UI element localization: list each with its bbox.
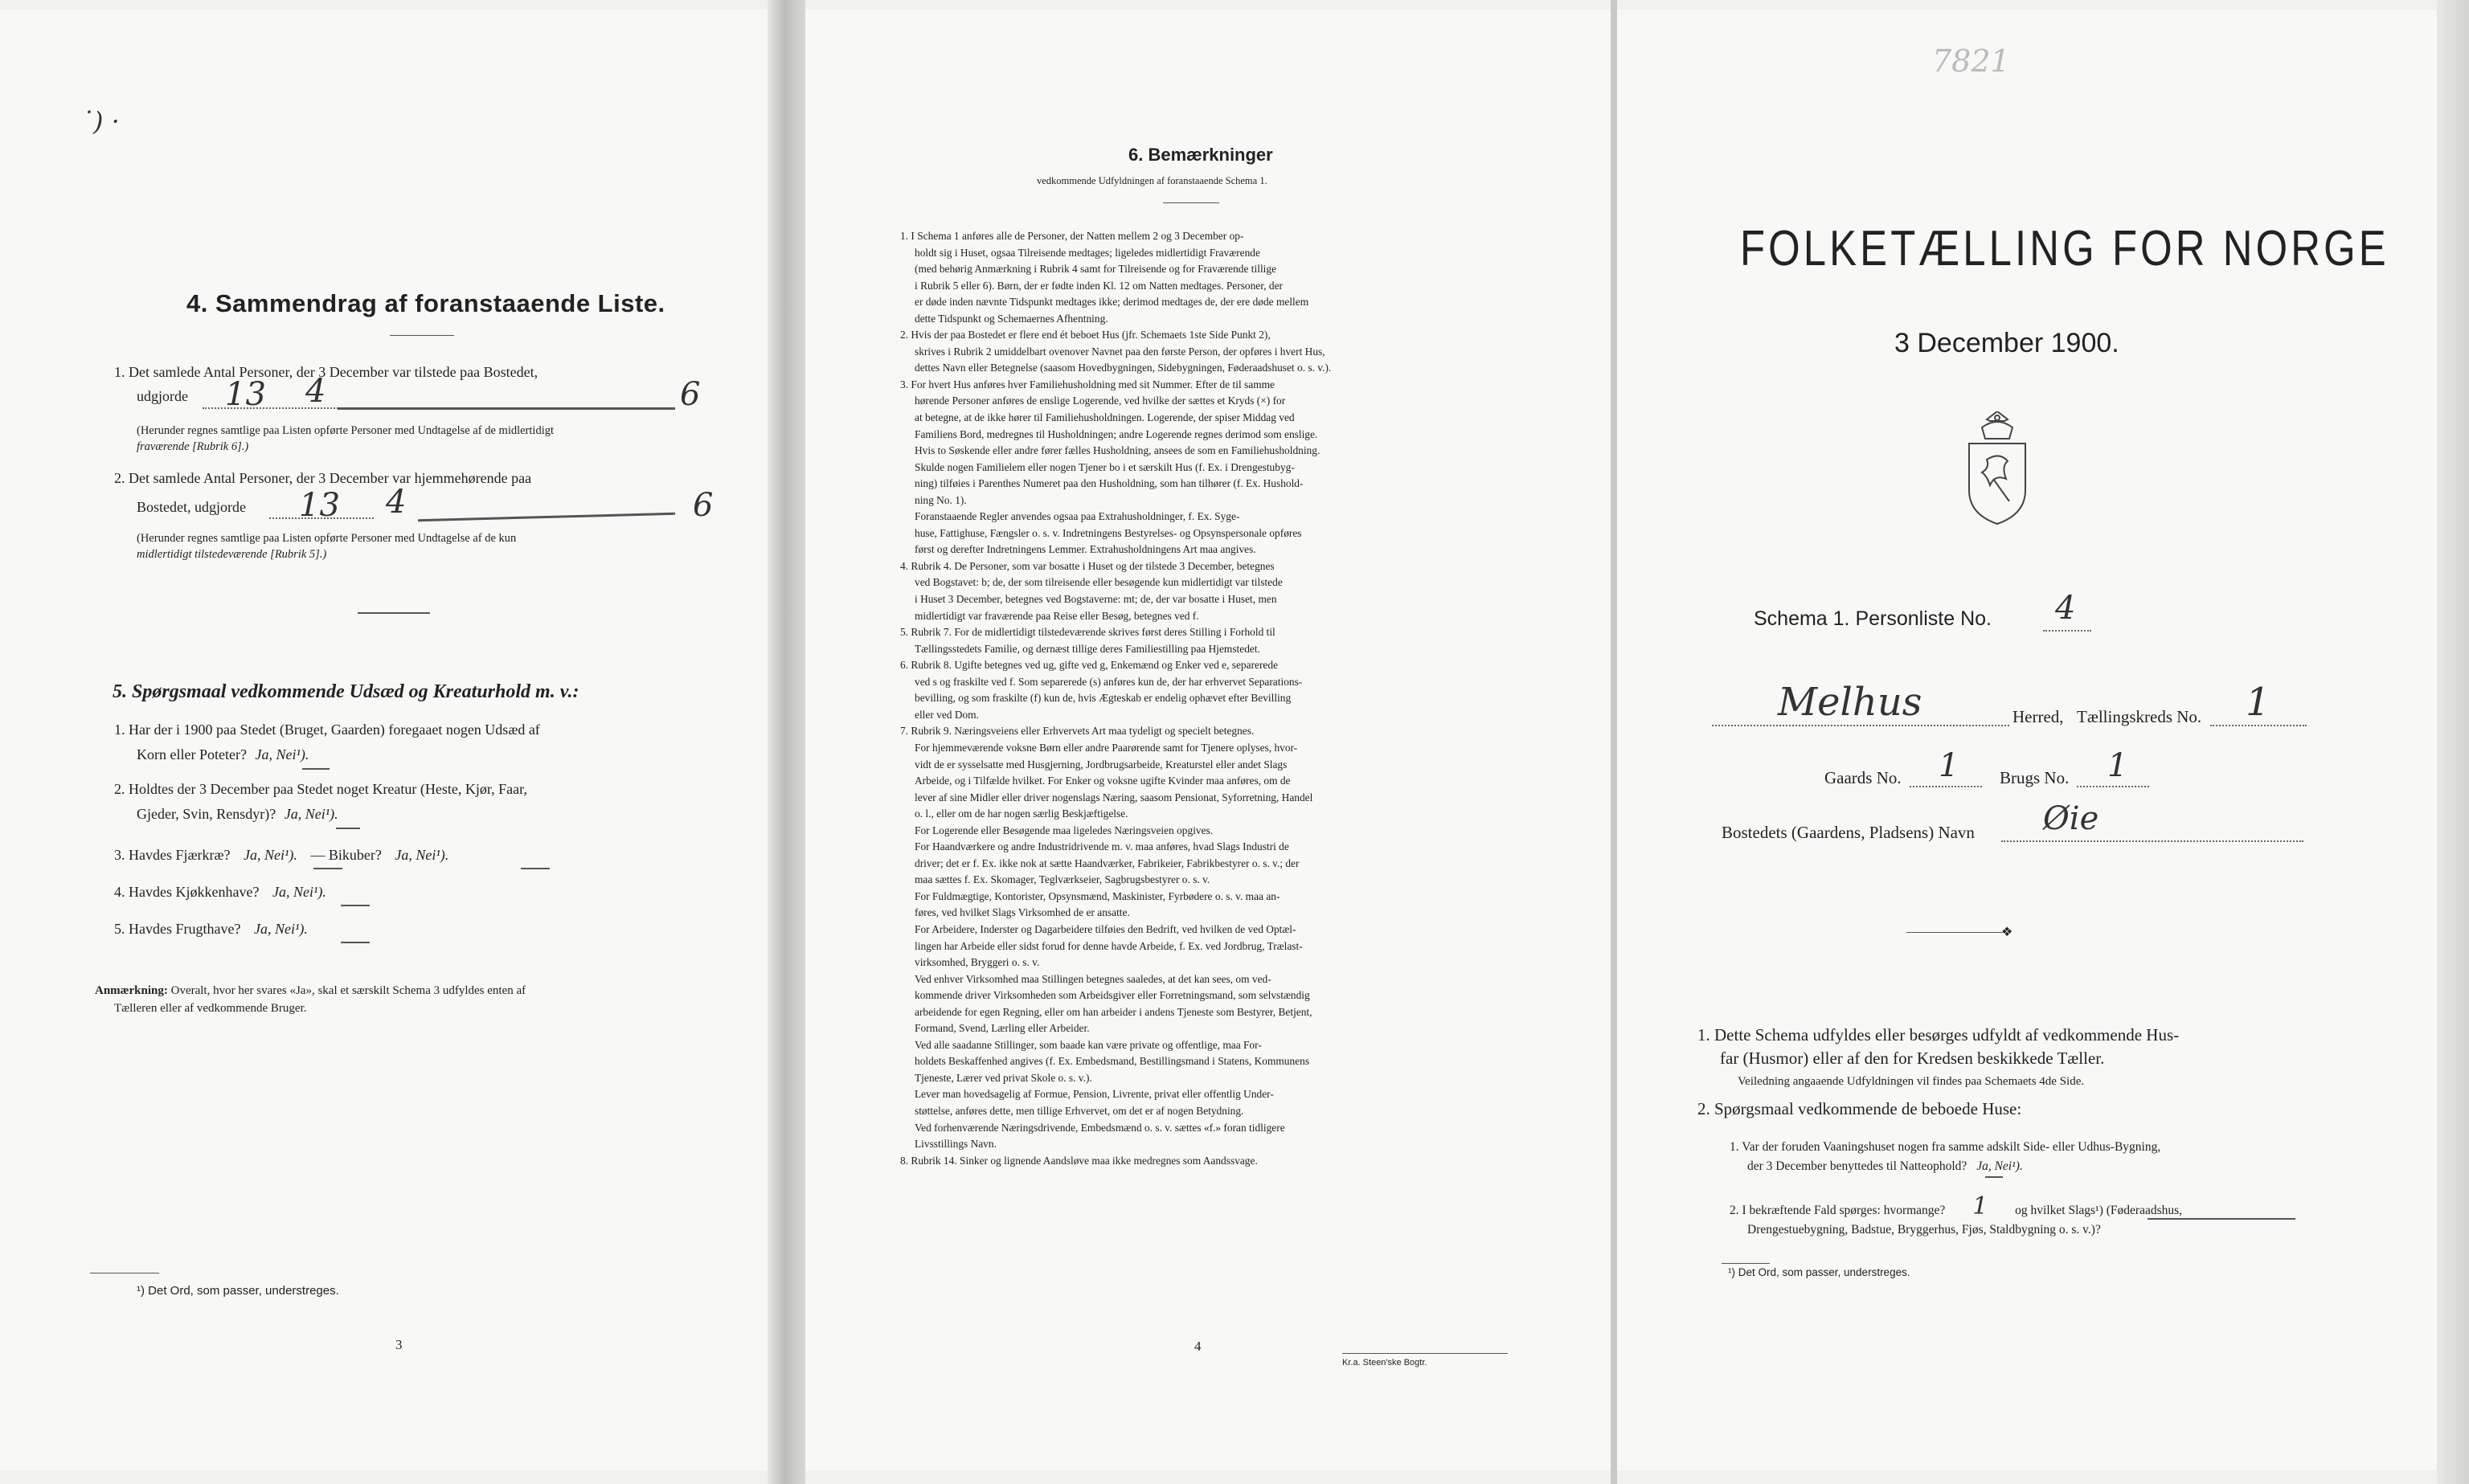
remark-line: støttelse, anføres dette, men tillige Erhvervet, om det er af nogen Betydning. bbox=[915, 1104, 1244, 1117]
section-divider bbox=[358, 612, 430, 614]
pencil-archive-number: 7821 bbox=[1932, 43, 2010, 79]
question-3 bbox=[114, 847, 448, 864]
page-4-remarks bbox=[805, 10, 1611, 1470]
schema-label: Schema 1. Personliste No. bbox=[1754, 607, 1992, 630]
house-question-1-sub: der 3 December benyttedes til Natteophold? bbox=[1747, 1159, 1967, 1173]
summary-item-2-text: 2. Det samlede Antal Personer, der 3 December var hjemmehørende paa bbox=[114, 470, 532, 486]
remark-line: 8. Rubrik 14. Sinker og lignende Aandsløve maa ikke medregnes som Aandssvage. bbox=[900, 1154, 1258, 1167]
question-3-answer: Ja, Nei¹). bbox=[243, 847, 297, 863]
question-1-answer: Ja, Nei¹). bbox=[255, 746, 309, 762]
handwritten-kreds-number: 1 bbox=[2246, 680, 2270, 725]
remark-line: (med behørig Anmærkning i Rubrik 4 samt for Tilreisende og for Fraværende tillige bbox=[915, 263, 1277, 276]
remark-line: 3. For hvert Hus anføres hver Familiehusholdning med sit Nummer. Efter de til samme bbox=[900, 378, 1275, 390]
gaards-label: Gaards No. bbox=[1824, 768, 1902, 787]
title-rule bbox=[390, 335, 454, 336]
remark-line: Arbeide, og i Tilfælde hvilket. For Enker og voksne ugifte Kvinder maa anføres, om de bbox=[915, 775, 1291, 787]
answer-underline bbox=[2148, 1218, 2295, 1220]
remark-line: midlertidigt var fraværende paa Reise eller Besøg, betegnes ved f. bbox=[915, 609, 1199, 622]
corner-pencil-marks: ˙) · bbox=[80, 106, 120, 137]
question-4-text: 4. Havdes Kjøkkenhave? bbox=[114, 884, 260, 900]
handwritten-women-present: 6 bbox=[680, 376, 701, 413]
question-5-text: 5. Havdes Frugthave? bbox=[114, 921, 241, 937]
remark-line: eller ved Dom. bbox=[915, 708, 979, 721]
house-question-2-line2: Drengestuebygning, Badstue, Bryggerhus, Fjøs, Staldbygning o. s. v.)? bbox=[1747, 1223, 2101, 1237]
herred-label: Herred, bbox=[2012, 707, 2064, 726]
remark-line: For Logerende eller Besøgende maa ligeledes Næringsveien opgives. bbox=[915, 824, 1214, 836]
remark-line: 5. Rubrik 7. For de midlertidigt tilstedeværende skrives først deres Stilling i Forhold til bbox=[900, 626, 1275, 639]
remark-line: arbeidende for egen Regning, eller om han arbeider i andens Tjeneste som Bestyrer, Betjent, bbox=[915, 1005, 1312, 1018]
remark-line: bevilling, og som fraskilte (f) kun de, hvis Ægteskab er endelig ophævet efter Bevilling bbox=[915, 692, 1292, 705]
question-2-answer: Ja, Nei¹). bbox=[284, 806, 338, 822]
remark-line: ved Bogstavet: b; de, der som tilreisende eller besøgende kun midlertidigt var tilstede bbox=[915, 576, 1283, 589]
page-number: 3 bbox=[395, 1337, 403, 1352]
question-4-answer: Ja, Nei¹). bbox=[272, 884, 326, 900]
handwritten-count-resident: 13 bbox=[299, 487, 340, 524]
remark-line: vidt de er sysselsatte med Husgjerning, Jordbrugsarbeide, Kreaturstel eller andet Slags bbox=[915, 758, 1288, 771]
note-line: (Herunder regnes samtlige paa Listen opførte Personer med Undtagelse af de midlertidigt bbox=[137, 424, 555, 437]
remark-line: skrives i Rubrik 2 umiddelbart ovenover Navnet paa den første Person, der opføres i hvert Hus, bbox=[915, 345, 1325, 358]
fill-line bbox=[1712, 725, 2009, 726]
handwritten-personliste-number: 4 bbox=[2055, 590, 2076, 627]
section-4-title: 4. Sammendrag af foranstaaende Liste. bbox=[186, 289, 665, 317]
question-2 bbox=[114, 781, 527, 823]
handwritten-gaards-number: 1 bbox=[1939, 747, 1959, 784]
question-1-sub: Korn eller Poteter? bbox=[137, 746, 247, 762]
handwritten-brugs-number: 1 bbox=[2107, 747, 2128, 784]
house-question-2-text-b: og hvilket Slags¹) (Føderaadshus, bbox=[2015, 1204, 2183, 1217]
question-1-line2 bbox=[137, 746, 540, 763]
remark-line: lingen har Arbeide eller sidst forud for denne havde Arbeide, f. Ex. ved Jordbrug, Trælast- bbox=[915, 939, 1303, 952]
remark-line: holdets Beskaffenhed angives (f. Ex. Embedsmand, Bestillingsmand i Statens, Kommunens bbox=[915, 1055, 1310, 1068]
handwritten-bosted-name: Øie bbox=[2043, 800, 2099, 837]
remark-line: ning No. 1). bbox=[915, 493, 967, 506]
printer-mark: Kr.a. Steen'ske Bogtr. bbox=[1342, 1358, 1427, 1367]
fill-line bbox=[2043, 630, 2091, 632]
remark-line: Lever man hovedsagelig af Formue, Pension, Livrente, privat eller offentlig Under- bbox=[915, 1088, 1274, 1101]
question-5 bbox=[114, 921, 308, 938]
remark-line: maa sættes f. Ex. Skomager, Teglværkseier, Sagbrugsbestyrer o. s. v. bbox=[915, 873, 1210, 886]
remark-line: Ved enhver Virksomhed maa Stillingen betegnes saaledes, at det kan sees, om ved- bbox=[915, 972, 1271, 985]
remark-line: For hjemmeværende voksne Børn eller andre Paarørende samt for Tjenere oplyses, hvor- bbox=[915, 741, 1298, 754]
fill-line bbox=[1910, 786, 1982, 787]
page-3-summary bbox=[0, 10, 768, 1470]
question-1 bbox=[114, 722, 540, 763]
remark-line: 7. Rubrik 9. Næringsveiens eller Erhvervets Art maa tydeligt og specielt betegnes. bbox=[900, 725, 1255, 738]
house-question-1-answer: Ja, Nei¹). bbox=[1976, 1159, 2023, 1173]
remark-line: o. l., eller om de har nogen særlig Beskjæftigelse. bbox=[915, 807, 1128, 820]
house-question-1 bbox=[1730, 1138, 2405, 1176]
question-3b-text: — Bikuber? bbox=[310, 847, 382, 863]
question-3-text: 3. Havdes Fjærkræ? bbox=[114, 847, 231, 863]
summary-item-1 bbox=[114, 362, 725, 383]
remark-line: 6. Rubrik 8. Ugifte betegnes ved ug, gifte ved g, Enkemænd og Enker ved e, separerede bbox=[900, 659, 1279, 672]
answer-underline bbox=[341, 942, 370, 943]
house-question-2-text: 2. I bekræftende Fald spørges: hvormange? bbox=[1730, 1204, 1946, 1217]
document-title: FOLKETÆLLING FOR NORGE bbox=[1740, 221, 2389, 276]
question-4 bbox=[114, 884, 326, 901]
section-divider bbox=[1906, 932, 2003, 933]
remark-line: driver; det er f. Ex. ikke nok at sætte Haandværker, Fabrikeier, Fabrikbestyrer o. s. v.; der bbox=[915, 856, 1300, 869]
question-1-text: 1. Har der i 1900 paa Stedet (Bruget, Gaarden) foregaaet nogen Udsæd af bbox=[114, 722, 540, 738]
remark-line: Ved forhenværende Næringsdrivende, Embedsmænd o. s. v. sættes «f.» foran tidligere bbox=[915, 1121, 1285, 1134]
remark-line: i Rubrik 5 eller 6). Børn, der er fødte inden Kl. 12 om Natten medtages. Personer, der bbox=[915, 279, 1283, 292]
instruction-1-text-2: far (Husmor) eller af den for Kredsen beskikkede Tæller. bbox=[1720, 1049, 2105, 1068]
question-2-sub: Gjeder, Svin, Rensdyr)? bbox=[137, 806, 276, 822]
remark-line: først og derefter Indretningens Lemmer. Extrahusholdningens Art maa angives. bbox=[915, 543, 1256, 556]
coat-of-arms-icon bbox=[1963, 411, 2032, 525]
handwritten-stroke bbox=[338, 407, 675, 410]
remark-line: virksomhed, Bryggeri o. s. v. bbox=[915, 956, 1040, 969]
section-5-title: 5. Spørgsmaal vedkommende Udsæd og Kreaturhold m. v.: bbox=[113, 681, 579, 702]
remark-line: kommende driver Virksomheden som Arbeidsgiver eller Forretningsmand, som selvstændig bbox=[915, 989, 1310, 1002]
census-date: 3 December 1900. bbox=[1894, 328, 2119, 358]
page-1-cover bbox=[1617, 10, 2437, 1470]
remark-line: For Arbeidere, Inderster og Dagarbeidere tilføies den Bedrift, ved hvilken de ved Optæl- bbox=[915, 922, 1296, 935]
footnote-rule bbox=[1722, 1263, 1770, 1264]
remark-line: lever af sine Midler eller driver nogenslags Næring, saasom Pensionat, Syforretning, Handel bbox=[915, 791, 1313, 803]
note-line: fraværende [Rubrik 6].) bbox=[137, 440, 249, 453]
remark-line: i Huset 3 December, betegnes ved Bogstaverne: mt; de, der var bosatte i Huset, men bbox=[915, 593, 1277, 606]
remark-line: holdt sig i Huset, ogsaa Tilreisende medtages; ligeledes midlertidigt Fraværende bbox=[915, 246, 1260, 259]
summary-item-1-text: 1. Det samlede Antal Personer, der 3 December var tilstede paa Bostedet, bbox=[114, 364, 538, 380]
remark-line: at betegne, at de ikke hører til Familiehusholdningen. Logerende, der spiser Middag ved bbox=[915, 411, 1295, 424]
house-question-1-line2 bbox=[1747, 1157, 2405, 1176]
remark-line: For Haandværkere og andre Industridrivende m. v. maa anføres, hvad Slags Industri de bbox=[915, 840, 1289, 853]
remark-line: Tælleren eller af vedkommende Bruger. bbox=[114, 1002, 307, 1015]
fill-line bbox=[2210, 725, 2307, 726]
footnote: ¹) Det Ord, som passer, understreges. bbox=[1728, 1266, 1910, 1278]
remark-line: For Fuldmægtige, Kontorister, Opsynsmænd, Maskinister, Fyrbødere o. s. v. maa an- bbox=[915, 889, 1280, 902]
remark-line: dette Tidspunkt og Schemaernes Afhentning. bbox=[915, 312, 1108, 325]
remark-line: dettes Navn eller Betegnelse (saasom Hovedbygningen, Sidebygningen, Føderaadshuset o. s. v.). bbox=[915, 362, 1332, 374]
question-2-line2 bbox=[137, 806, 527, 823]
title-rule bbox=[1163, 202, 1219, 203]
handwritten-men-resident: 4 bbox=[386, 484, 407, 521]
remark-line: hørende Personer anføres de enslige Logerende, ved hvilke der sættes et Kryds (×) for bbox=[915, 395, 1286, 407]
remark-line: føres, ved hvilket Slags Virksomhed de er ansatte. bbox=[915, 906, 1130, 919]
remark-line: Hvis to Søskende eller andre fører fælles Husholdning, ansees de som en Familiehusholdning. bbox=[915, 444, 1320, 457]
remark-line: Tjeneste, Lærer ved privat Skole o. s. v.). bbox=[915, 1071, 1092, 1084]
remark-label: Anmærkning: bbox=[95, 984, 168, 997]
house-question-2-line1 bbox=[1730, 1192, 2421, 1220]
question-2-text: 2. Holdtes der 3 December paa Stedet noget Kreatur (Heste, Kjør, Faar, bbox=[114, 781, 527, 797]
question-5-answer: Ja, Nei¹). bbox=[253, 921, 308, 937]
house-question-2 bbox=[1730, 1192, 2421, 1240]
answer-underline bbox=[1985, 1176, 2003, 1178]
question-3b-answer: Ja, Nei¹). bbox=[395, 847, 449, 863]
page-divider bbox=[1611, 0, 1617, 1484]
kreds-label: Tællingskreds No. bbox=[2077, 707, 2202, 726]
instruction-1-note: Veiledning angaaende Udfyldningen vil findes paa Schemaets 4de Side. bbox=[1738, 1075, 2085, 1088]
instruction-1-text: 1. Dette Schema udfyldes eller besørges udfyldt af vedkommende Hus- bbox=[1697, 1025, 2180, 1045]
handwritten-herred: Melhus bbox=[1778, 680, 1922, 725]
page-number: 4 bbox=[1194, 1339, 1202, 1354]
remark-line: Skulde nogen Familielem eller nogen Tjener bo i et særskilt Hus (f. Ex. i Drengestubyg- bbox=[915, 460, 1295, 473]
remark-line: 2. Hvis der paa Bostedet er flere end ét beboet Hus (jfr. Schemaets 1ste Side Punkt 2), bbox=[900, 329, 1271, 341]
handwritten-house-count: 1 bbox=[1972, 1192, 1988, 1220]
answer-underline bbox=[336, 828, 360, 829]
handwritten-count-present: 13 bbox=[225, 376, 266, 413]
summary-item-1-note bbox=[137, 423, 715, 455]
answer-underline bbox=[521, 868, 550, 869]
answer-underline bbox=[302, 768, 330, 770]
brugs-label: Brugs No. bbox=[2000, 768, 2070, 787]
handwritten-stroke bbox=[418, 513, 675, 521]
remark-line: ved s og fraskilte ved f. Som separerede (s) anføres kun de, der har erhvervet Separations- bbox=[915, 675, 1303, 688]
instruction-1 bbox=[1697, 1024, 2389, 1094]
remark-text: Overalt, hvor her svares «Ja», skal et særskilt Schema 3 udfyldes enten af bbox=[170, 984, 526, 997]
answer-underline bbox=[341, 905, 370, 906]
divider-ornament-icon: ❖ bbox=[2001, 926, 2013, 939]
note-line: (Herunder regnes samtlige paa Listen opførte Personer med Undtagelse af de kun bbox=[137, 532, 517, 545]
handwritten-men-present: 4 bbox=[305, 373, 326, 410]
remarks-title: 6. Bemærkninger bbox=[1128, 145, 1273, 165]
remark-line: 1. I Schema 1 anføres alle de Personer, der Natten mellem 2 og 3 December op- bbox=[900, 230, 1244, 242]
bosted-label: Bostedets (Gaardens, Pladsens) Navn bbox=[1722, 823, 1975, 842]
house-question-1-text: 1. Var der foruden Vaaningshuset nogen fra samme adskilt Side- eller Udhus-Bygning, bbox=[1730, 1140, 2161, 1154]
summary-item-1-label: udgjorde bbox=[137, 388, 188, 404]
instruction-2: 2. Spørgsmaal vedkommende de beboede Huse: bbox=[1697, 1099, 2022, 1118]
remark-line bbox=[95, 982, 738, 1000]
remark-line: huse, Fattighuse, Fængsler o. s. v. Indretningens Bestyrelses- og Opsynspersonale opføres bbox=[915, 526, 1302, 539]
summary-item-2-label: Bostedet, udgjorde bbox=[137, 499, 246, 515]
remark-line: er døde inden nævnte Tidspunkt medtages ikke; derimod medtages de, der ere døde mellem bbox=[915, 296, 1309, 309]
remarks-list bbox=[900, 228, 1527, 1169]
binding-gutter bbox=[768, 0, 805, 1484]
summary-item-2-note bbox=[137, 530, 715, 562]
remark-line: Ved alle saadanne Stillinger, som baade kan være private og offentlige, maa For- bbox=[915, 1038, 1262, 1051]
document-right-edge bbox=[2437, 0, 2469, 1484]
remark-block bbox=[95, 982, 738, 1017]
fill-line bbox=[2077, 786, 2149, 787]
fill-line bbox=[2001, 840, 2303, 842]
remark-line: 4. Rubrik 4. De Personer, som var bosatte i Huset og der tilstede 3 December, betegnes bbox=[900, 559, 1275, 572]
remark-line: Familiens Bord, medregnes til Husholdningen; andre Logerende regnes derimod som enslige. bbox=[915, 427, 1318, 440]
printer-rule bbox=[1342, 1353, 1508, 1354]
note-line: midlertidigt tilstedeværende [Rubrik 5].) bbox=[137, 548, 327, 561]
remark-line: Livsstillings Navn. bbox=[915, 1138, 997, 1151]
remark-line: Foranstaaende Regler anvendes ogsaa paa Extrahusholdninger, f. Ex. Syge- bbox=[915, 510, 1240, 523]
remark-line: ning) tilføies i Parenthes Numeret paa den Husholdning, som han tilhører (f. Ex. Hushold- bbox=[915, 477, 1304, 490]
handwritten-women-resident: 6 bbox=[693, 487, 714, 524]
remark-line: Formand, Svend, Lærling eller Arbeider. bbox=[915, 1022, 1090, 1035]
remark-line: Tællingsstedets Familie, og dernæst tillige deres Familiestilling paa Hjemstedet. bbox=[915, 642, 1260, 655]
footnote: ¹) Det Ord, som passer, understreges. bbox=[137, 1284, 339, 1298]
answer-underline bbox=[313, 868, 342, 869]
remarks-subtitle: vedkommende Udfyldningen af foranstaaende Schema 1. bbox=[1037, 175, 1267, 186]
